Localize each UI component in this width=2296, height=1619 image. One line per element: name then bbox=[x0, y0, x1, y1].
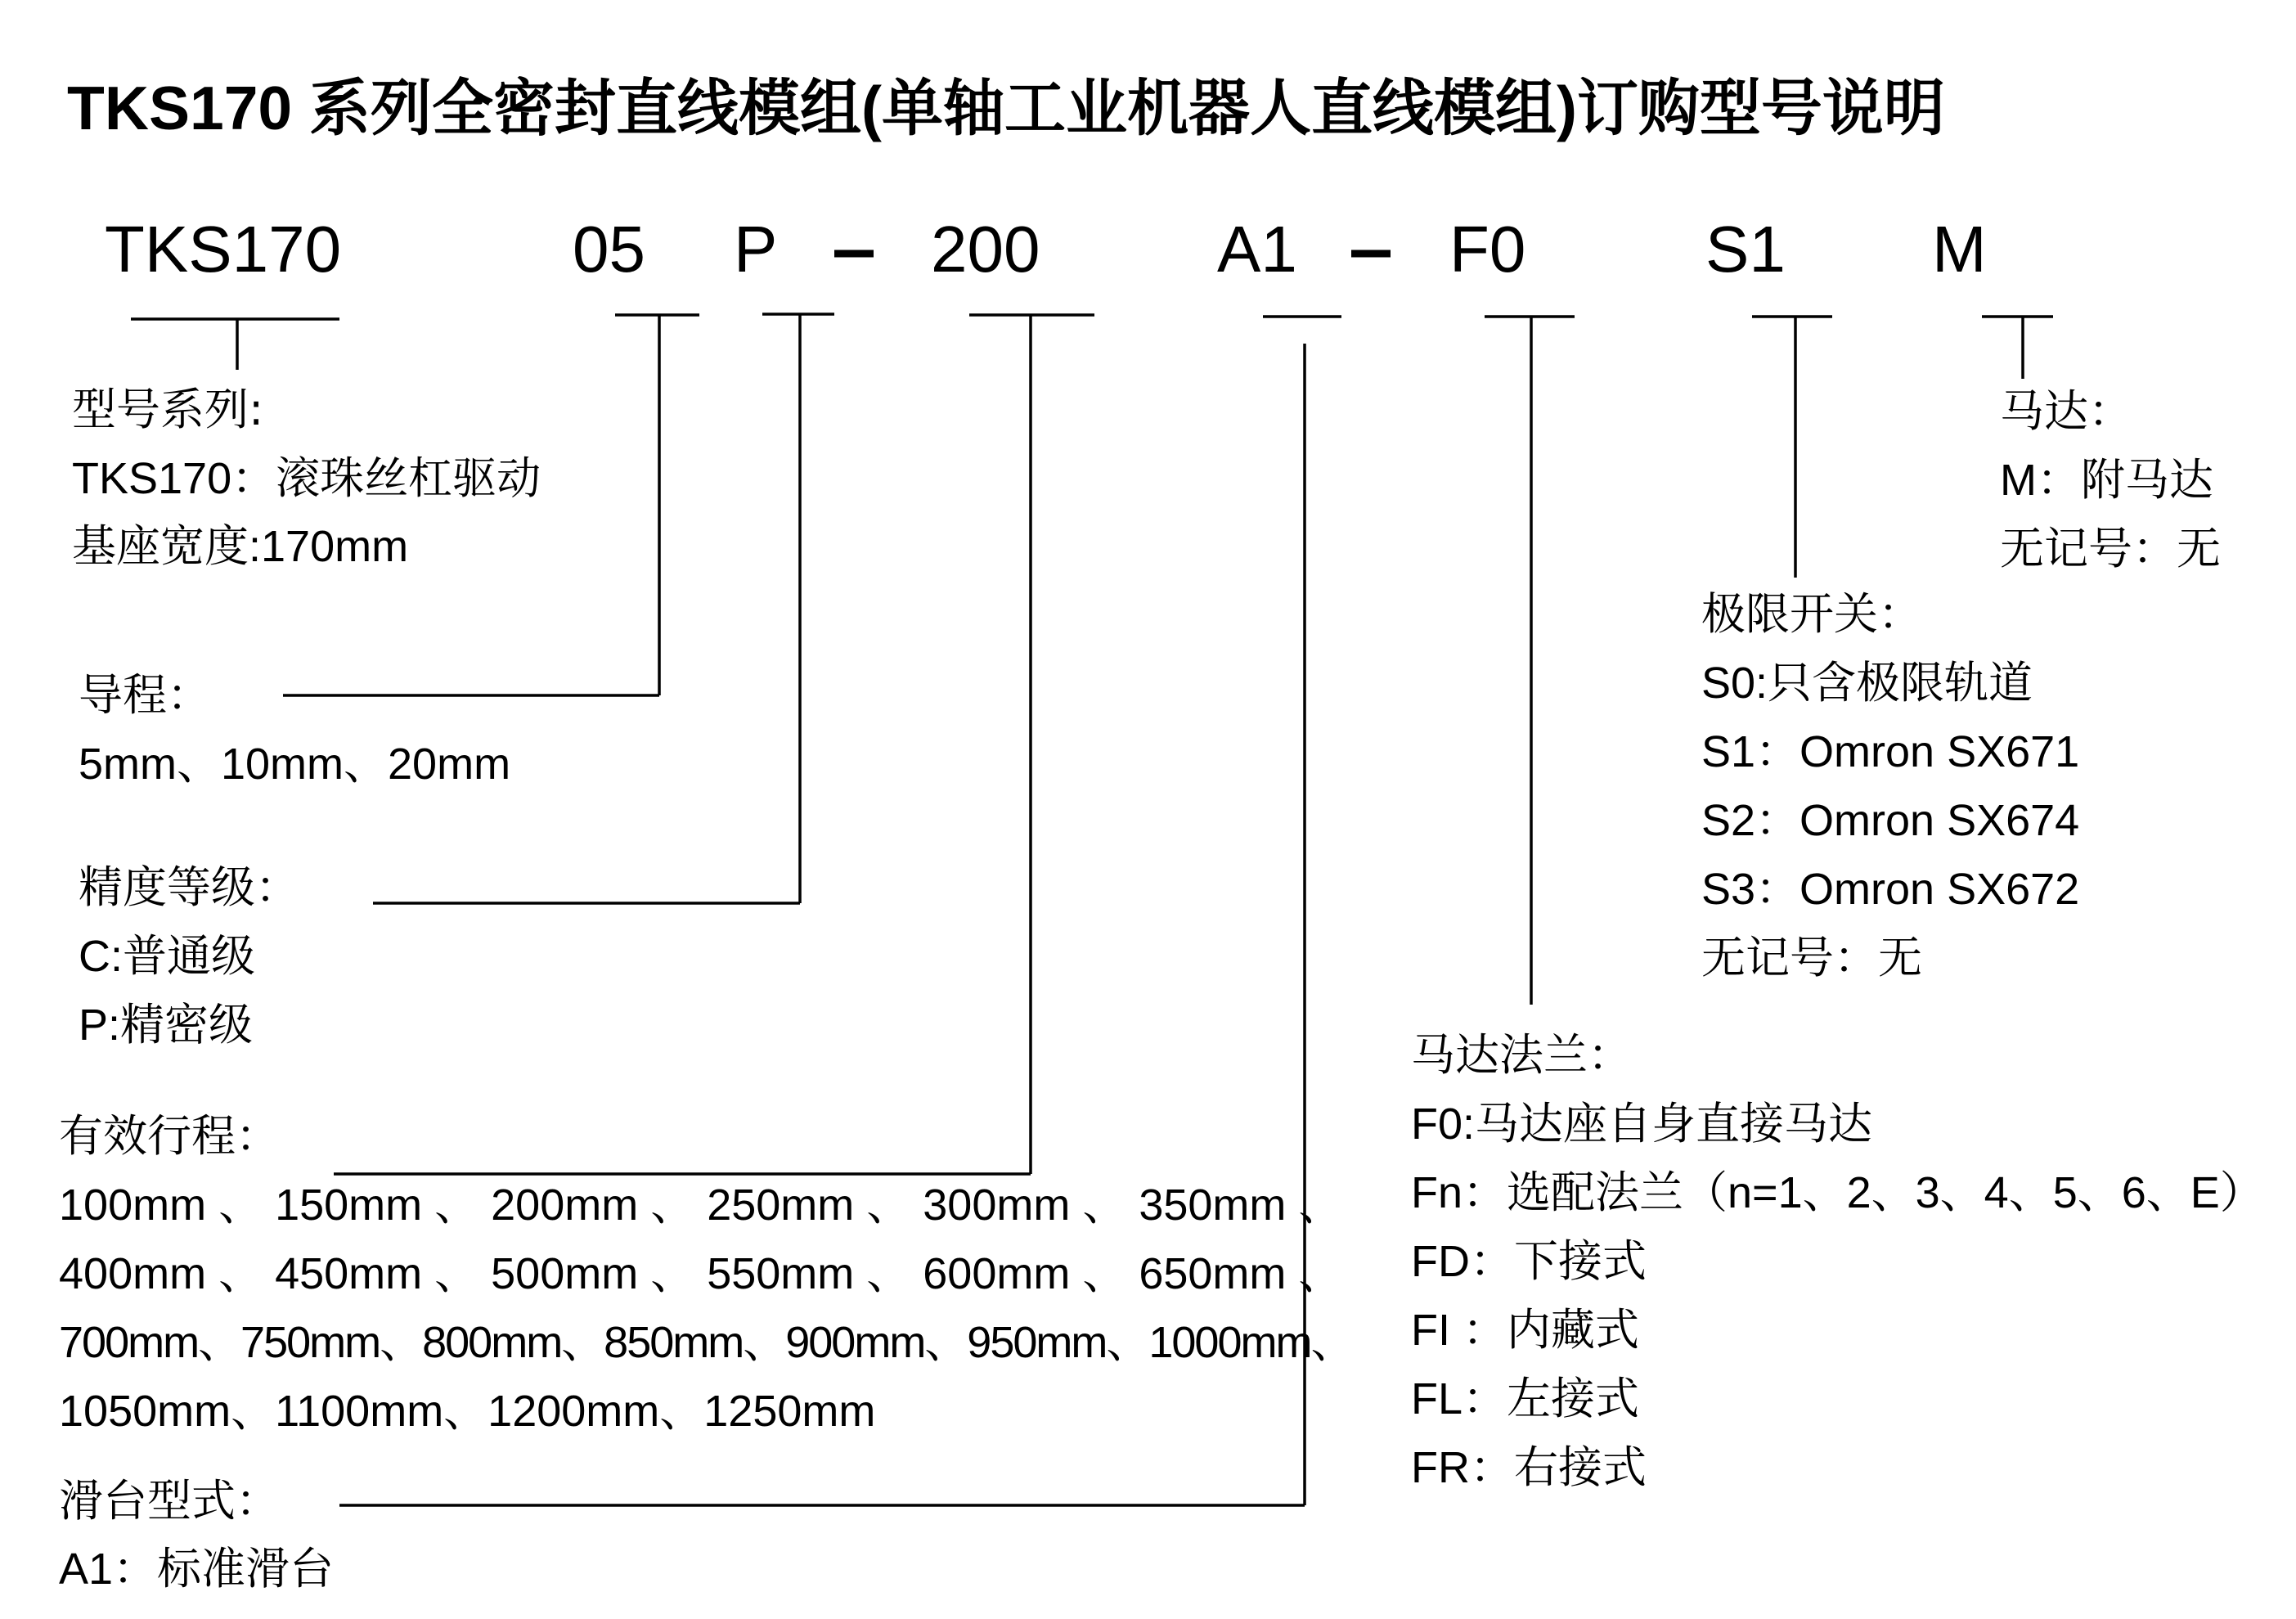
code-stroke: 200 bbox=[931, 213, 1040, 286]
page-title: TKS170 系列全密封直线模组(单轴工业机器人直线模组)订购型号说明 bbox=[67, 74, 1945, 142]
switch-line-1: S0:只含极限轨道 bbox=[1701, 659, 2033, 708]
lead-heading: 导程： bbox=[79, 669, 211, 721]
code-switch: S1 bbox=[1705, 213, 1786, 286]
motor-heading: 马达： bbox=[2000, 385, 2132, 437]
flange-line-2: Fn：选配法兰（n=1、2、3、4、5、6、E） bbox=[1411, 1168, 2264, 1217]
code-lead: 05 bbox=[573, 213, 645, 286]
stroke-line-3: 700mm、750mm、800mm、850mm、900mm、950mm、1000mm、 bbox=[59, 1318, 1354, 1367]
precision-line-2: P:精密级 bbox=[79, 1001, 254, 1050]
code-precision: P bbox=[734, 213, 778, 286]
flange-line-5: FL：左接式 bbox=[1411, 1374, 1640, 1423]
switch-line-2: S1：Omron SX671 bbox=[1701, 727, 2080, 776]
flange-heading: 马达法兰： bbox=[1411, 1029, 1632, 1081]
slide-line-1: A1：标准滑台 bbox=[59, 1545, 335, 1594]
code-flange: F0 bbox=[1449, 213, 1526, 286]
stroke-line-1: 100mm 、 150mm 、 200mm 、 250mm 、 300mm 、 350mm 、 bbox=[59, 1181, 1343, 1230]
series-heading: 型号系列: bbox=[72, 384, 264, 435]
motor-line-1: M：附马达 bbox=[2000, 456, 2213, 505]
precision-line-1: C:普通级 bbox=[79, 932, 255, 981]
lead-line-1: 5mm、10mm、20mm bbox=[79, 740, 511, 789]
switch-line-4: S3：Omron SX672 bbox=[1701, 865, 2080, 914]
code-series: TKS170 bbox=[105, 213, 342, 286]
switch-line-5: 无记号：无 bbox=[1701, 933, 1922, 983]
flange-line-4: FI ：内藏式 bbox=[1411, 1306, 1639, 1355]
code-slide: A1 bbox=[1217, 213, 1297, 286]
stroke-line-4: 1050mm、1100mm、1200mm、1250mm bbox=[59, 1387, 876, 1436]
series-line-1: TKS170：滚珠丝杠驱动 bbox=[72, 454, 541, 503]
flange-line-3: FD：下接式 bbox=[1411, 1237, 1647, 1286]
code-motor: M bbox=[1932, 213, 1987, 286]
motor-line-2: 无记号：无 bbox=[2000, 524, 2221, 573]
slide-heading: 滑台型式： bbox=[59, 1475, 280, 1527]
flange-line-6: FR：右接式 bbox=[1411, 1443, 1647, 1492]
stroke-line-2: 400mm 、 450mm 、 500mm 、 550mm 、 600mm 、 650mm 、 bbox=[59, 1249, 1343, 1298]
series-line-2: 基座宽度:170mm bbox=[72, 522, 409, 571]
stroke-heading: 有效行程： bbox=[59, 1110, 280, 1162]
flange-line-1: F0:马达座自身直接马达 bbox=[1411, 1100, 1873, 1149]
switch-heading: 极限开关： bbox=[1701, 588, 1922, 640]
switch-line-3: S2：Omron SX674 bbox=[1701, 796, 2080, 845]
precision-heading: 精度等级： bbox=[79, 861, 299, 913]
